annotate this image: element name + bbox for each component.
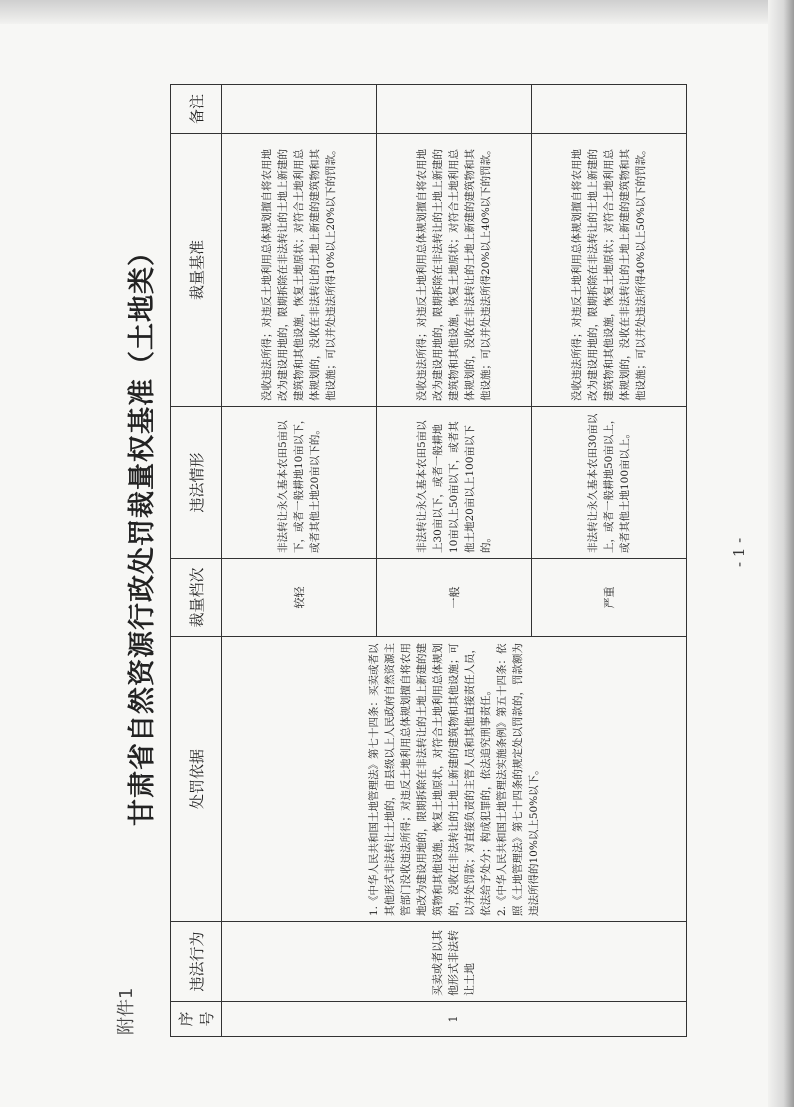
row-basis: 1.《中华人民共和国土地管理法》第七十四条：买卖或者以其他形式非法转让土地的，由县级以上人民政府自然资源主管部门没收违法所得；对违反土地利用总体规划擅自将农用地改为建设用地的，限期拆除在非法转让的土地上新建的建筑物和其他设施，恢复土地原状，对符合土地利用总体规划的，没收在非法转让的土地上新建的建筑物和其他设施；可以并处罚款；对直接负责的主管人员和其他直接责任人员，依法给予处分；构成犯罪的，依法追究刑事责任。 2.《中华人民共和国土地管理法实施条例》第五十四条：依照《土地管理法》第七十四条的规定处以罚款的，罚款额为违法所得的10%以上50%以下。: [222, 637, 687, 922]
remarks-serious: [532, 85, 687, 134]
standard-minor: 没收违法所得；对违反土地利用总体规划擅自将农用地改为建设用地的，限期拆除在非法转让的土地上新建的建筑物和其他设施，恢复土地原状；对符合土地利用总体规划的，没收在非法转让的土地上新建的建筑物和其他设施；可以并处违法所得10%以上20%以下的罚款。: [222, 134, 377, 407]
circumstance-general: 非法转让永久基本农田5亩以上30亩以下，或者一般耕地10亩以上50亩以下，或者其他土地20亩以上100亩以下的。: [377, 407, 532, 559]
header-violation: 违法行为: [171, 922, 222, 1002]
table-row: [222, 85, 377, 1037]
remarks-general: [377, 85, 532, 134]
standard-general: 没收违法所得；对违反土地利用总体规划擅自将农用地改为建设用地的，限期拆除在非法转让的土地上新建的建筑物和其他设施，恢复土地原状；对符合土地利用总体规划的，没收在非法转让的土地上新建的建筑物和其他设施；可以并处违法所得20%以上40%以下的罚款。: [377, 134, 532, 407]
document-title: 甘肃省自然资源行政处罚裁量权基准（土地类）: [127, 238, 158, 826]
header-standard: 裁量基准: [171, 134, 222, 407]
row-seq: 1: [222, 1002, 687, 1037]
header-remarks: 备注: [171, 85, 222, 134]
level-serious: 严重: [532, 559, 687, 637]
row-violation: 买卖或者以其他形式非法转让土地: [222, 922, 687, 1002]
circumstance-minor: 非法转让永久基本农田5亩以下，或者一般耕地10亩以下，或者其他土地20亩以下的。: [222, 407, 377, 559]
page-number: - 1 -: [730, 537, 748, 567]
annex-label: 附件1: [116, 987, 137, 1035]
standard-serious: 没收违法所得；对违反土地利用总体规划擅自将农用地改为建设用地的，限期拆除在非法转让的土地上新建的建筑物和其他设施，恢复土地原状；对符合土地利用总体规划的，没收在非法转让的土地上新建的建筑物和其他设施；可以并处违法所得40%以上50%以下的罚款。: [532, 134, 687, 407]
circumstance-serious: 非法转让永久基本农田30亩以上，或者一般耕地50亩以上，或者其他土地100亩以上。: [532, 407, 687, 559]
header-level: 裁量档次: [171, 559, 222, 637]
header-basis: 处罚依据: [171, 637, 222, 922]
header-seq: 序号: [171, 1002, 222, 1037]
level-general: 一般: [377, 559, 532, 637]
penalty-table: [170, 84, 687, 1037]
remarks-minor: [222, 85, 377, 134]
header-circumstance: 违法情形: [171, 407, 222, 559]
table-header-row: [171, 85, 222, 1037]
level-minor: 较轻: [222, 559, 377, 637]
